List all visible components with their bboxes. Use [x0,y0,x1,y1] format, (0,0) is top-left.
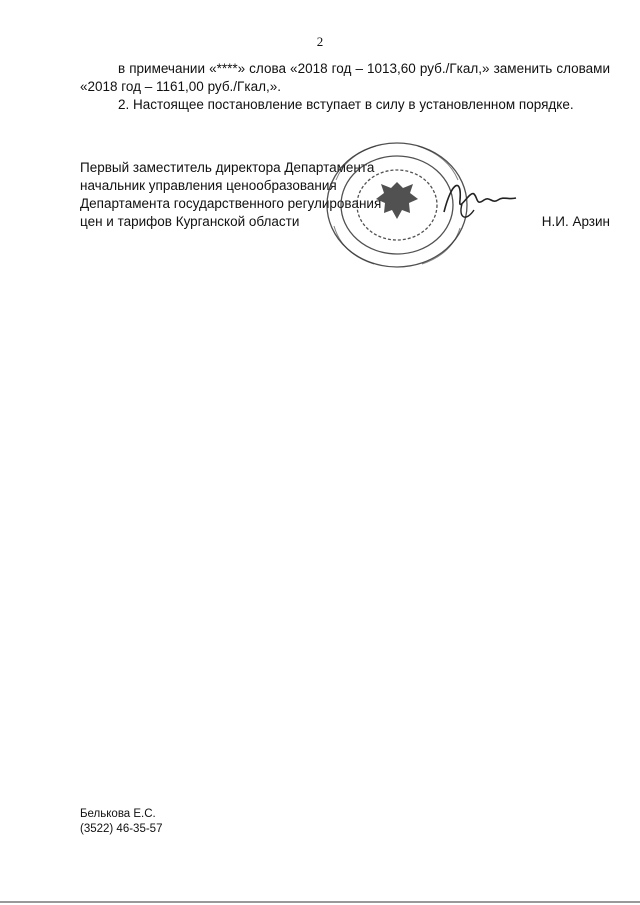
executor-info [80,807,162,837]
scan-edge-line [0,901,640,903]
handwritten-signature [440,170,520,230]
executor-name: Белькова Е.С. [80,808,156,820]
signer-name: Н.И. Арзин [541,214,610,229]
signer-position-line-3: Департамента государственного регулирования [80,196,382,211]
signer-position-line-2: начальник управления ценообразования [80,178,337,193]
signer-position-line-1: Первый заместитель директора Департамента [80,160,375,175]
paragraph-amendment: в примечании «****» слова «2018 год – 1013,60 руб./Гкал,» заменить словами «2018 год – 1161,00 руб./Гкал,». [80,61,610,94]
body-text [80,60,610,114]
paragraph-effective: 2. Настоящее постановление вступает в силу в установленном порядке. [118,97,574,112]
page-number: 2 [316,34,324,49]
signer-position-line-4: цен и тарифов Курганской области [80,214,300,229]
executor-phone: (3522) 46-35-57 [80,823,163,835]
